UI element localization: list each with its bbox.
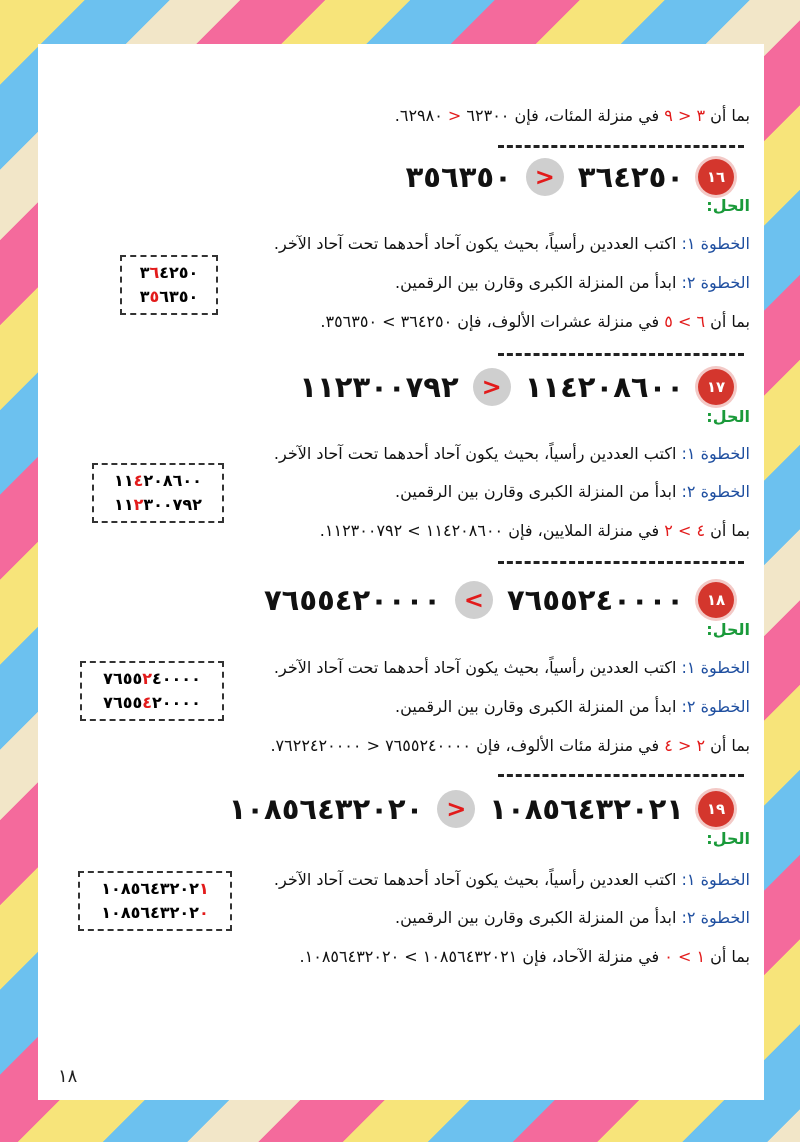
compare-symbol-2: < [447, 106, 462, 125]
compare-symbol: < [677, 736, 692, 755]
digit-b: ٠ [664, 947, 673, 966]
vertical-comparison-box [92, 463, 224, 523]
step-2-text: ابدأ من المنزلة الكبرى وقارن بين الرقمين. [395, 697, 677, 716]
digit-a: ١ [696, 947, 706, 966]
compare-symbol: > [677, 521, 692, 540]
right-number: ١٠٨٥٦٤٣٢٠٢١ [489, 792, 684, 826]
left-number: ١١٢٣٠٠٧٩٢ [299, 370, 459, 404]
conclusion-rest: في منزلة عشرات الألوف، فإن ٣٦٤٢٥٠ > ٣٥٦٣٥٠. [320, 312, 660, 331]
solution-label: الحل: [706, 196, 750, 215]
page-content [38, 44, 764, 1100]
compare-circle: > [473, 368, 511, 406]
conclusion-rest: في منزلة مئات الألوف، فإن ٧٦٥٥٢٤٠٠٠٠ < ٧٦٢٢٤٢٠٠٠٠. [270, 736, 660, 755]
step-2-label: الخطوة ٢: [681, 273, 750, 292]
step-2 [395, 697, 750, 716]
digit-b: ٤ [664, 736, 673, 755]
vertical-comparison-box [80, 661, 224, 721]
step-1-label: الخطوة ١: [681, 658, 750, 677]
conclusion-rest: في منزلة المئات، فإن ٦٢٣٠٠ [466, 106, 660, 125]
box-bottom-number: ١٠٨٥٦٤٣٢٠٢٠ [101, 903, 209, 922]
digit-b: ٩ [664, 106, 673, 125]
digit-a: ٢ [696, 736, 706, 755]
compare-circle: < [455, 581, 493, 619]
problem-number-badge: ١٩ [698, 791, 734, 827]
step-2 [395, 482, 750, 501]
step-1-label: الخطوة ١: [681, 444, 750, 463]
box-bottom-number: ١١٢٣٠٠٧٩٢ [114, 495, 202, 514]
divider [498, 353, 744, 356]
right-number: ٣٦٤٢٥٠ [577, 160, 684, 194]
box-bottom-number: ٧٦٥٥٤٢٠٠٠٠ [103, 693, 201, 712]
digit-b: ٢ [664, 521, 673, 540]
box-top-number: ١٠٨٥٦٤٣٢٠٢١ [101, 879, 209, 898]
problem-number-badge: ١٧ [698, 369, 734, 405]
vertical-comparison-box [120, 255, 218, 315]
conclusion-prefix: بما أن [710, 312, 750, 331]
step-1-text: اكتب العددين رأسياً، بحيث يكون آحاد أحدهما تحت آحاد الآخر. [273, 658, 677, 677]
left-number: ٣٥٦٣٥٠ [405, 160, 512, 194]
compare-symbol: > [677, 312, 692, 331]
problem-row [264, 581, 734, 619]
box-bottom-number: ٣٥٦٣٥٠ [139, 287, 199, 306]
step-2-text: ابدأ من المنزلة الكبرى وقارن بين الرقمين. [395, 482, 677, 501]
right-number: ١١٤٢٠٨٦٠٠ [524, 370, 684, 404]
step-2-label: الخطوة ٢: [681, 908, 750, 927]
conclusion [320, 521, 750, 540]
compare-symbol: < [677, 106, 692, 125]
left-number: ٧٦٥٥٤٢٠٠٠٠ [263, 583, 441, 617]
problem-row [299, 368, 734, 406]
digit-a: ٣ [696, 106, 706, 125]
divider [498, 774, 744, 777]
conclusion-prefix: بما أن [710, 106, 750, 125]
problem-number-badge: ١٨ [698, 582, 734, 618]
compare-circle: > [437, 790, 475, 828]
step-1-label: الخطوة ١: [681, 870, 750, 889]
conclusion-prefix: بما أن [710, 947, 750, 966]
problem-row [406, 158, 734, 196]
step-1-text: اكتب العددين رأسياً، بحيث يكون آحاد أحدهما تحت آحاد الآخر. [273, 234, 677, 253]
box-top-number: ١١٤٢٠٨٦٠٠ [114, 471, 202, 490]
box-top-number: ٣٦٤٢٥٠ [139, 263, 199, 282]
conclusion-rest: في منزلة الآحاد، فإن ١٠٨٥٦٤٣٢٠٢١ > ١٠٨٥٦٤٣٢٠٢٠. [299, 947, 660, 966]
page-number: ١٨ [58, 1066, 78, 1087]
step-1 [274, 234, 750, 253]
compare-symbol: > [677, 947, 692, 966]
problem-number-badge: ١٦ [698, 159, 734, 195]
conclusion-end: ٦٢٩٨٠. [394, 106, 443, 125]
solution-label: الحل: [706, 829, 750, 848]
conclusion-prefix: بما أن [710, 521, 750, 540]
vertical-comparison-box [78, 871, 232, 931]
step-2-text: ابدأ من المنزلة الكبرى وقارن بين الرقمين. [395, 273, 677, 292]
problem-row [229, 790, 734, 828]
digit-b: ٥ [664, 312, 673, 331]
digit-a: ٤ [696, 521, 706, 540]
conclusion-rest: في منزلة الملايين، فإن ١١٤٢٠٨٦٠٠ > ١١٢٣٠٠٧٩٢. [319, 521, 660, 540]
divider [498, 561, 744, 564]
step-2 [395, 273, 750, 292]
conclusion-prefix: بما أن [710, 736, 750, 755]
step-1 [274, 444, 750, 463]
step-1 [274, 658, 750, 677]
conclusion [270, 736, 750, 755]
divider [498, 145, 744, 148]
worksheet-page [38, 44, 764, 1100]
conclusion [300, 947, 750, 966]
compare-circle: > [526, 158, 564, 196]
left-number: ١٠٨٥٦٤٣٢٠٢٠ [228, 792, 424, 826]
step-2 [395, 908, 750, 927]
solution-label: الحل: [706, 620, 750, 639]
step-1 [274, 870, 750, 889]
step-2-label: الخطوة ٢: [681, 697, 750, 716]
step-1-text: اكتب العددين رأسياً، بحيث يكون آحاد أحدهما تحت آحاد الآخر. [273, 870, 677, 889]
step-1-label: الخطوة ١: [681, 234, 750, 253]
digit-a: ٦ [696, 312, 706, 331]
top-conclusion [395, 106, 750, 125]
step-1-text: اكتب العددين رأسياً، بحيث يكون آحاد أحدهما تحت آحاد الآخر. [273, 444, 677, 463]
solution-label: الحل: [706, 407, 750, 426]
box-top-number: ٧٦٥٥٢٤٠٠٠٠ [103, 669, 201, 688]
step-2-text: ابدأ من المنزلة الكبرى وقارن بين الرقمين. [395, 908, 677, 927]
conclusion [320, 312, 750, 331]
step-2-label: الخطوة ٢: [681, 482, 750, 501]
right-number: ٧٦٥٥٢٤٠٠٠٠ [506, 583, 684, 617]
